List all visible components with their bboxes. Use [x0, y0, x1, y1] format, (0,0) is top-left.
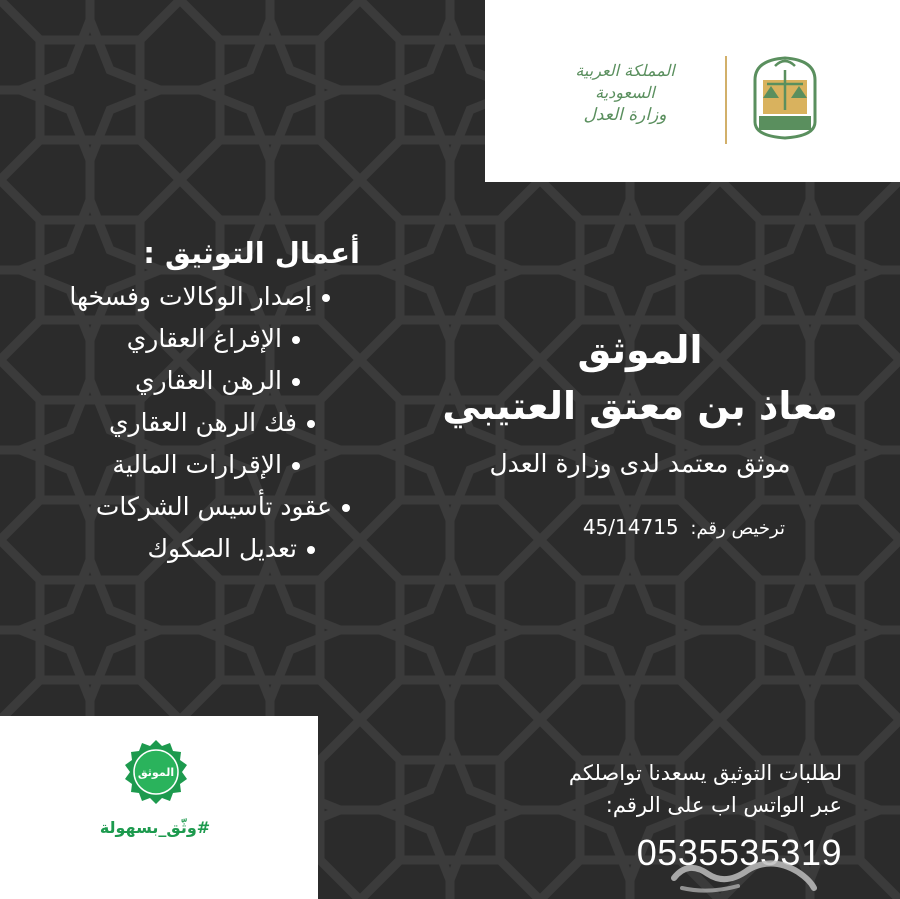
- bullet-icon: [307, 546, 315, 554]
- bullet-icon: [292, 378, 300, 386]
- bullet-icon: [292, 462, 300, 470]
- ministry-of-justice-card: [485, 0, 900, 182]
- service-item: تعديل الصكوك: [0, 528, 315, 570]
- ministry-scales-emblem-icon: [747, 52, 823, 142]
- service-item: الإقرارات المالية: [0, 444, 300, 486]
- services-title: أعمال التوثيق :: [143, 236, 360, 270]
- kingdom-line: المملكة العربية السعودية: [575, 61, 675, 102]
- watermark-logo-icon: [668, 848, 818, 896]
- service-item: فك الرهن العقاري: [0, 402, 315, 444]
- service-item: الإفراغ العقاري: [0, 318, 300, 360]
- bullet-icon: [292, 336, 300, 344]
- muwathiq-seal-logo: [120, 738, 192, 810]
- bullet-icon: [307, 420, 315, 428]
- hashtag-text: #وثّق_بسهولة: [99, 818, 211, 837]
- phone-number[interactable]: 0535535319: [636, 832, 842, 873]
- notarization-services-list: [0, 230, 360, 570]
- contact-line-1: لطلبات التوثيق يسعدنا تواصلكم: [568, 761, 842, 785]
- ministry-line: وزارة العدل: [583, 105, 667, 125]
- muwathiq-logo-text: الموثق: [137, 766, 175, 779]
- notary-title: الموثق: [577, 328, 703, 372]
- notary-name: معاذ بن معتق العتيبي: [442, 384, 838, 428]
- bullet-icon: [342, 504, 350, 512]
- license-line: [535, 512, 785, 544]
- service-item: إصدار الوكالات وفسخها: [0, 276, 330, 318]
- bullet-icon: [322, 294, 330, 302]
- gold-divider: [725, 56, 727, 144]
- notary-subtitle: موثق معتمد لدى وزارة العدل: [489, 449, 791, 478]
- contact-line-2: عبر الواتس اب على الرقم:: [605, 793, 842, 817]
- ministry-wordmark: [545, 60, 705, 126]
- muwathiq-brand-card: [0, 716, 318, 899]
- notary-info: [430, 322, 850, 490]
- service-item: الرهن العقاري: [0, 360, 300, 402]
- license-number: 45/14715: [582, 515, 679, 539]
- services-items: [0, 276, 330, 570]
- license-label: ترخيص رقم:: [690, 518, 785, 539]
- service-item: عقود تأسيس الشركات: [0, 486, 350, 528]
